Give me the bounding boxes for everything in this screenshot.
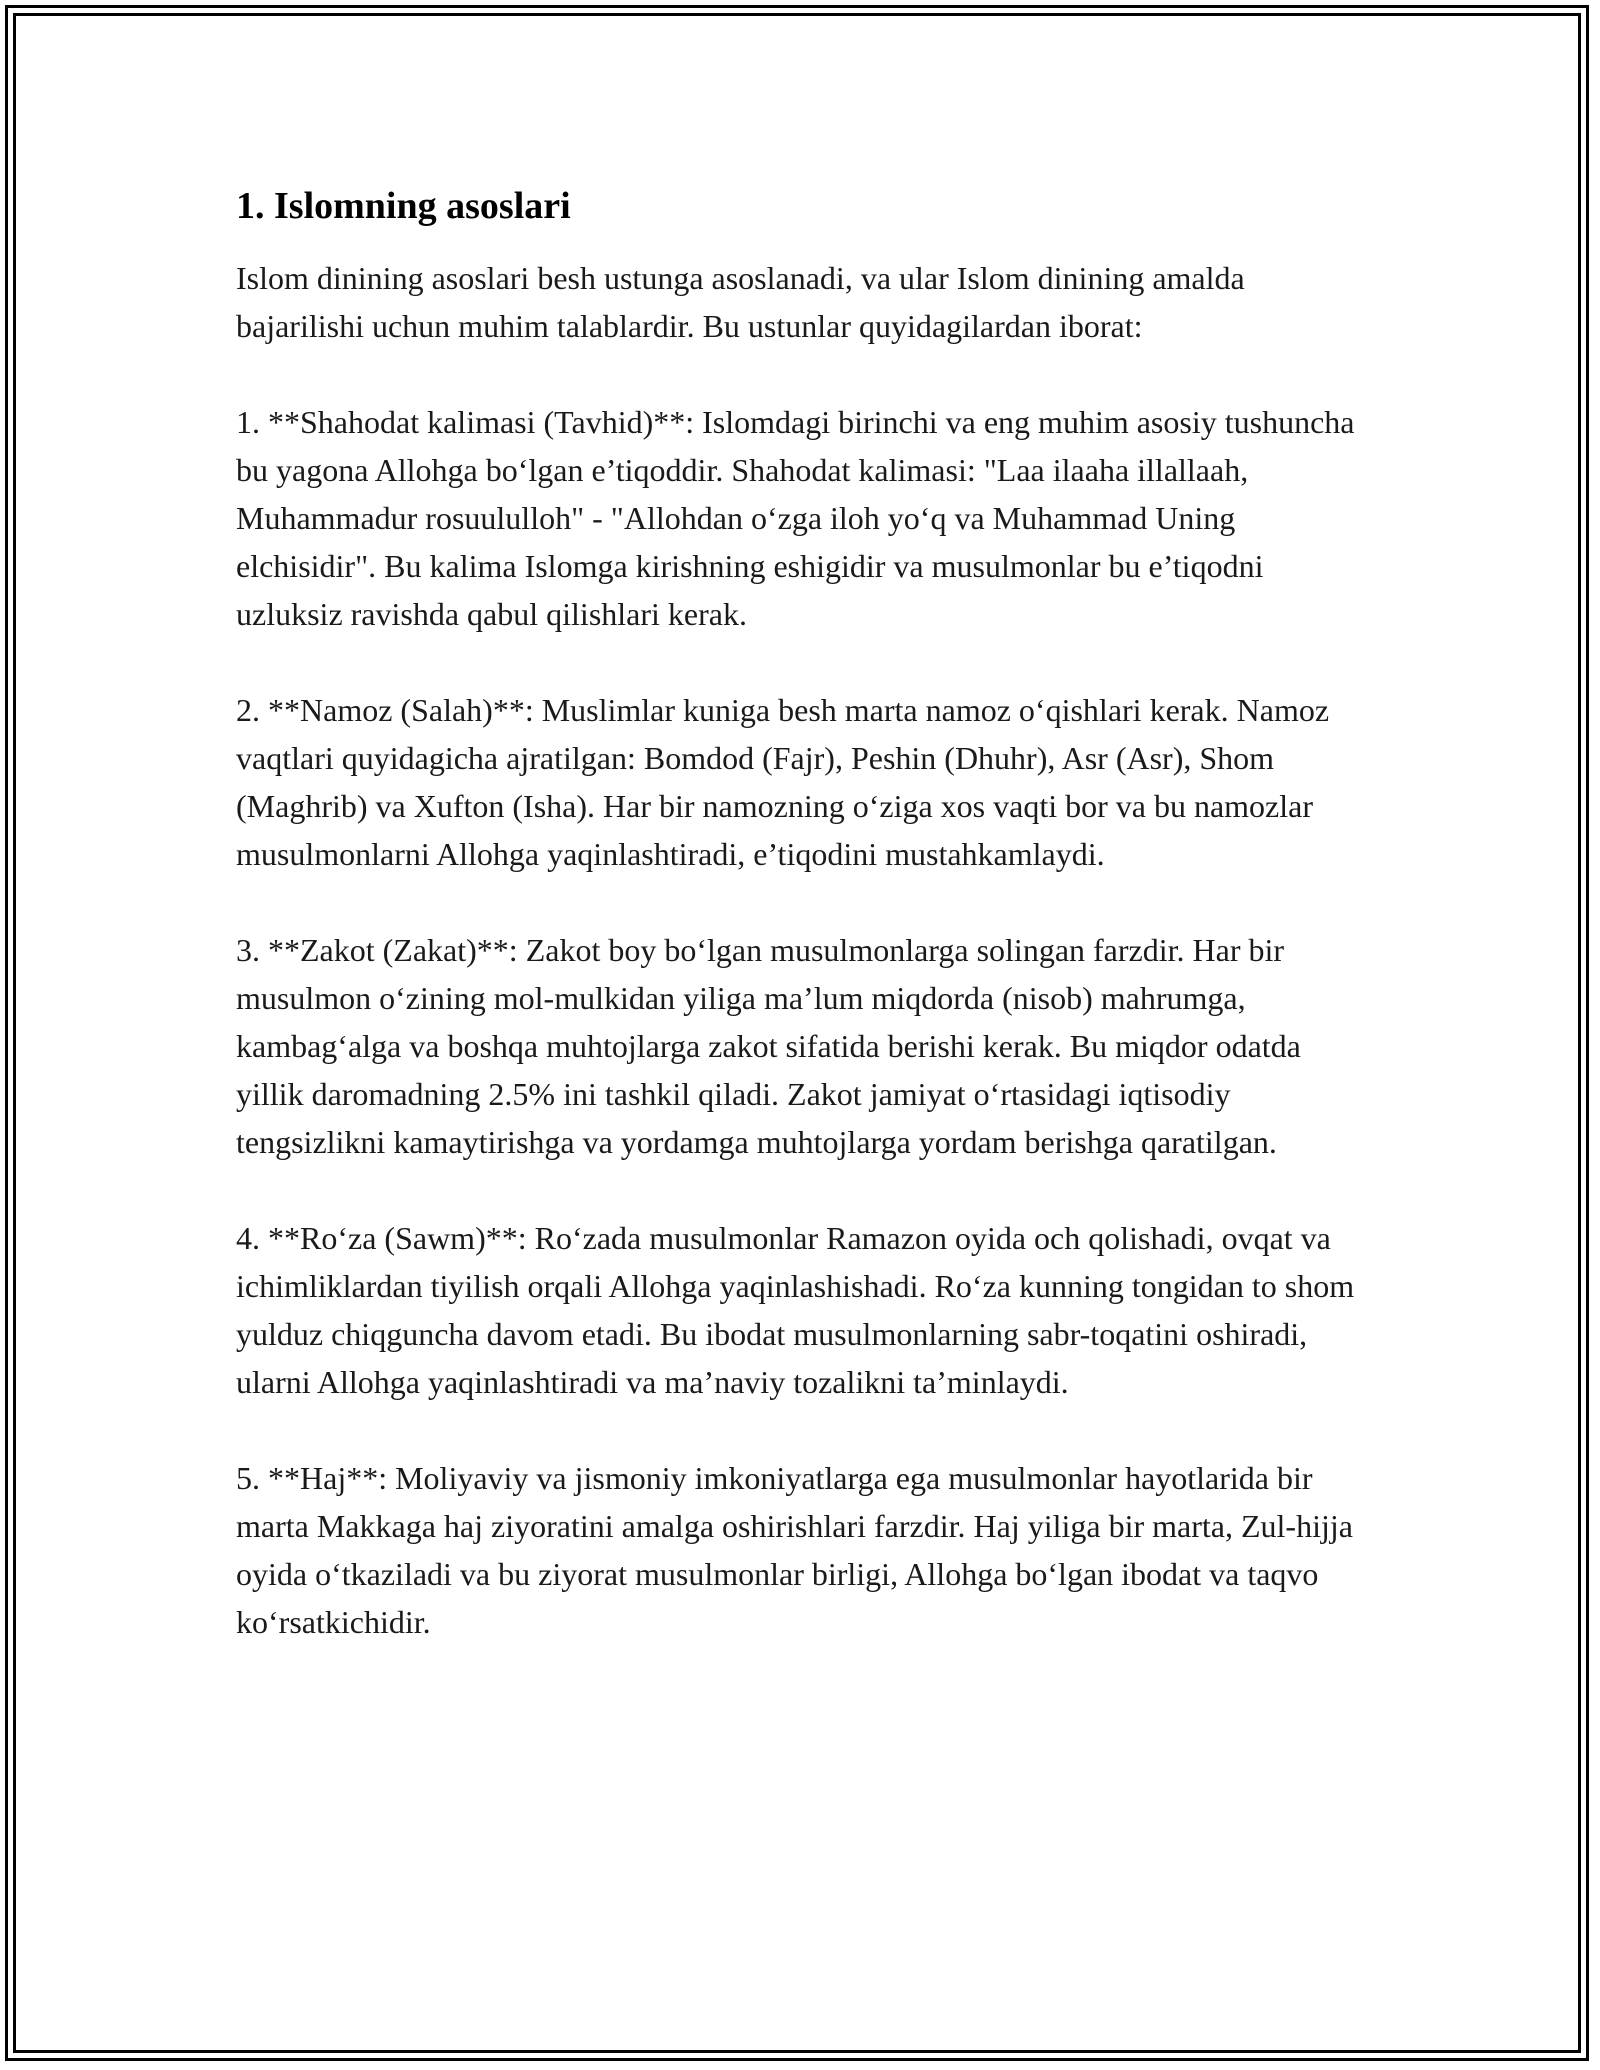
section-heading: 1. Islomning asoslari xyxy=(236,185,571,227)
document-body xyxy=(236,182,1366,1694)
pillar-item-namoz: 2. **Namoz (Salah)**: Muslimlar kuniga besh marta namoz o‘qishlari kerak. Namoz vaqtlari quyidagicha ajratilgan: Bomdod (Fajr), Peshin (Dhuhr), Asr (Asr), Shom (Maghrib) va Xufton (Isha). Har bir namozning o‘ziga xos vaqti bor va bu namozlar musulmonlarni Allohga yaqinlashtiradi, e’tiqodini mustahkamlaydi. xyxy=(236,692,1330,872)
intro-paragraph: Islom dinining asoslari besh ustunga asoslanadi, va ular Islom dinining amalda bajarilishi uchun muhim talablardir. Bu ustunlar quyidagilardan iborat: xyxy=(236,260,1245,344)
pillar-item-zakot: 3. **Zakot (Zakat)**: Zakot boy bo‘lgan musulmonlarga solingan farzdir. Har bir musulmon o‘zining mol-mulkidan yiliga ma’lum miqdorda (nisob) mahrumga, kambag‘alga va boshqa muhtojlarga zakot sifatida berishi kerak. Bu miqdor odatda yillik daromadning 2.5% ini tashkil qiladi. Zakot jamiyat o‘rtasidagi iqtisodiy tengsizlikni kamaytirishga va yordamga muhtojlarga yordam berishga qaratilgan. xyxy=(236,932,1301,1160)
pillar-item-haj: 5. **Haj**: Moliyaviy va jismoniy imkoniyatlarga ega musulmonlar hayotlarida bir marta Makkaga haj ziyoratini amalga oshirishlari farzdir. Haj yiliga bir marta, Zul-hijja oyida o‘tkaziladi va bu ziyorat musulmonlar birligi, Allohga bo‘lgan ibodat va taqvo ko‘rsatkichidir. xyxy=(236,1460,1353,1640)
pillar-item-shahodat: 1. **Shahodat kalimasi (Tavhid)**: Islomdagi birinchi va eng muhim asosiy tushuncha bu yagona Allohga bo‘lgan e’tiqoddir. Shahodat kalimasi: "Laa ilaaha illallaah, Muhammadur rosuululloh" - "Allohdan o‘zga iloh yo‘q va Muhammad Uning elchisidir". Bu kalima Islomga kirishning eshigidir va musulmonlar bu e’tiqodni uzluksiz ravishda qabul qilishlari kerak. xyxy=(236,404,1355,632)
pillar-item-roza: 4. **Ro‘za (Sawm)**: Ro‘zada musulmonlar Ramazon oyida och qolishadi, ovqat va ichimliklardan tiyilish orqali Allohga yaqinlashishadi. Ro‘za kunning tongidan to shom yulduz chiqguncha davom etadi. Bu ibodat musulmonlarning sabr-toqatini oshiradi, ularni Allohga yaqinlashtiradi va ma’naviy tozalikni ta’minlaydi. xyxy=(236,1220,1355,1400)
